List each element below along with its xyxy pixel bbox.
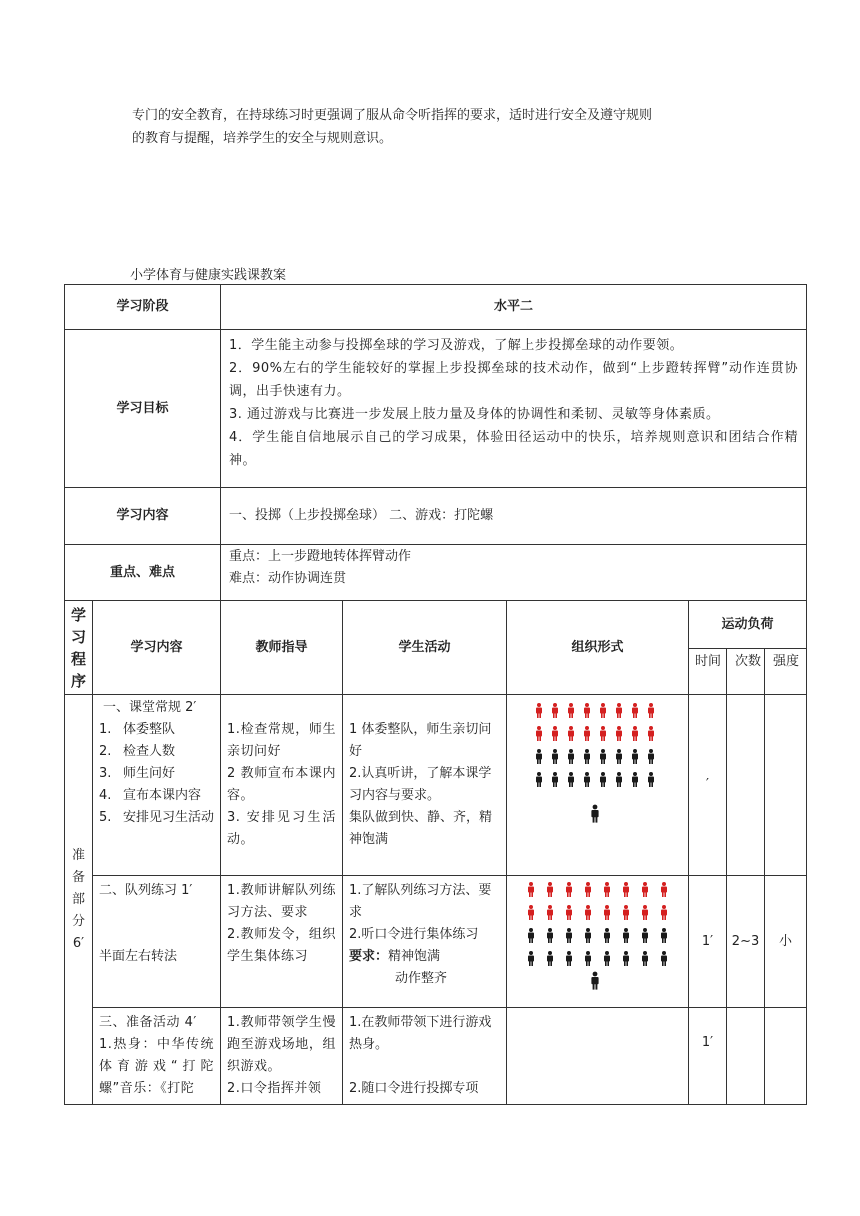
person-figure (547, 928, 553, 943)
table-row (65, 1008, 807, 1105)
formation-diagram-1 (507, 695, 689, 876)
intro-line: 专门的安全教育，在持球练习时更强调了服从命令听指挥的要求，适时进行安全及遵守规则 (132, 108, 653, 123)
row-title: 一、课堂常规 2′ (103, 700, 197, 715)
person-figure (552, 749, 558, 764)
stage-row (65, 285, 807, 330)
person-figure (552, 726, 558, 741)
person-figure (616, 772, 622, 787)
person-figure (600, 749, 606, 764)
student-line: 2.随口令进行投掷专项 (349, 1081, 479, 1096)
person-figure (661, 928, 667, 943)
person-figure (584, 772, 590, 787)
objectives-row (65, 330, 807, 488)
person-figure (632, 772, 638, 787)
count-cell: 2~3 (727, 876, 765, 1008)
person-figure (547, 951, 553, 966)
formation-diagram-2 (507, 876, 689, 1008)
content-value: 一、投掷（上步投掷垒球） 二、游戏：打陀螺 (221, 488, 807, 545)
person-figure (623, 905, 629, 920)
formation-figures (507, 695, 687, 835)
person-figure (623, 882, 629, 897)
person-figure (648, 772, 654, 787)
list-item: 安排见习生活动 (123, 810, 215, 825)
person-figure (566, 928, 572, 943)
person-figure (604, 951, 610, 966)
teacher-line: 2.教师发令，组织学生集体练习 (227, 927, 337, 964)
requirement-line: 动作整齐 (395, 971, 448, 986)
key-row (65, 545, 807, 601)
person-figure (566, 905, 572, 920)
teacher-line: 3. 安排见习生活动。 (227, 810, 337, 847)
person-figure (604, 905, 610, 920)
stage-label: 学习阶段 (65, 285, 221, 330)
row-student (343, 876, 507, 1008)
person-figure (604, 882, 610, 897)
key-point: 重点：上一步蹬地转体挥臂动作 (229, 549, 412, 564)
person-figure (536, 726, 542, 741)
person-figure (591, 805, 598, 823)
row-student (343, 695, 507, 876)
list-item: 宣布本课内容 (123, 788, 202, 803)
person-figure (616, 703, 622, 718)
student-line: 1 体委整队，师生亲切问好 (349, 722, 492, 759)
student-line: 1.了解队列练习方法、要求 (349, 883, 492, 920)
student-line: 集队做到快、静、齐，精神饱满 (349, 810, 493, 847)
person-figure (528, 882, 534, 897)
row-content (93, 695, 221, 876)
teacher-line: 2.口令指挥并领 (227, 1081, 322, 1096)
person-figure (604, 928, 610, 943)
time-header: 时间 (689, 649, 727, 695)
lesson-plan-table (64, 284, 807, 1105)
key-label: 重点、难点 (65, 545, 221, 601)
org-header: 组织形式 (507, 601, 689, 695)
load-header: 运动负荷 (689, 601, 807, 649)
person-figure (642, 905, 648, 920)
time-cell: 1′ (689, 876, 727, 1008)
intensity-cell (765, 695, 807, 876)
person-figure (566, 951, 572, 966)
formation-figures (507, 876, 687, 996)
objectives-cell (221, 330, 807, 488)
objective-item: 3. 通过游戏与比赛进一步发展上肢力量及身体的协调性和柔韧、灵敏等身体素质。 (229, 407, 720, 422)
person-figure (648, 703, 654, 718)
objective-item: 2．90%左右的学生能较好的掌握上步投掷垒球的技术动作，做到“上步蹬转挥臂”动作连贯协调，出手快速有力。 (229, 361, 799, 399)
objective-item: 1．学生能主动参与投掷垒球的学习及游戏，了解上步投掷垒球的动作要领。 (229, 338, 684, 353)
row-title: 三、准备活动 4′ (99, 1015, 197, 1030)
person-figure (600, 772, 606, 787)
stage-value: 水平二 (221, 285, 807, 330)
student-line: 2.听口令进行集体练习 (349, 927, 479, 942)
list-item: 师生问好 (123, 766, 176, 781)
person-figure (536, 703, 542, 718)
person-figure (584, 749, 590, 764)
person-figure (528, 905, 534, 920)
content-row (65, 488, 807, 545)
intro-line: 的教育与提醒，培养学生的安全与规则意识。 (132, 131, 393, 146)
time-cell: ′ (689, 695, 727, 876)
teacher-line: 1.检查常规，师生亲切问好 (227, 722, 337, 759)
person-figure (568, 749, 574, 764)
list-num: 3. (99, 766, 112, 781)
person-figure (528, 951, 534, 966)
person-figure (632, 703, 638, 718)
person-figure (616, 726, 622, 741)
person-figure (600, 726, 606, 741)
count-cell (727, 695, 765, 876)
requirement-line: 精神饱满 (388, 949, 441, 964)
person-figure (642, 882, 648, 897)
list-num: 4. (99, 788, 112, 803)
person-figure (623, 951, 629, 966)
student-header: 学生活动 (343, 601, 507, 695)
person-figure (584, 726, 590, 741)
person-figure (536, 772, 542, 787)
table-caption: 小学体育与健康实践课教案 (130, 268, 287, 283)
person-figure (632, 726, 638, 741)
content-label: 学习内容 (65, 488, 221, 545)
intensity-header: 强度 (765, 649, 807, 695)
person-figure (648, 749, 654, 764)
teacher-header: 教师指导 (221, 601, 343, 695)
person-figure (547, 905, 553, 920)
list-num: 5. (99, 810, 112, 825)
person-figure (585, 882, 591, 897)
person-figure (642, 951, 648, 966)
person-figure (585, 905, 591, 920)
count-cell (727, 1008, 765, 1105)
difficulty: 难点：动作协调连贯 (229, 571, 347, 586)
person-figure (568, 772, 574, 787)
person-figure (566, 882, 572, 897)
row-teacher (221, 1008, 343, 1105)
person-figure (536, 749, 542, 764)
teacher-line: 2 教师宣布本课内容。 (227, 766, 337, 803)
key-cell (221, 545, 807, 601)
person-figure (600, 703, 606, 718)
person-figure (528, 928, 534, 943)
section-label: 准备部分6′ (65, 695, 93, 1105)
person-figure (585, 928, 591, 943)
row-content (93, 876, 221, 1008)
list-num: 1. (99, 722, 112, 737)
procedure-header: 学习程序 (65, 601, 93, 695)
count-header: 次数 (727, 649, 765, 695)
person-figure (547, 882, 553, 897)
row-title: 二、队列练习 1′ (99, 883, 193, 898)
person-figure (648, 726, 654, 741)
list-item: 体委整队 (123, 722, 176, 737)
person-figure (661, 905, 667, 920)
list-num: 2. (99, 744, 112, 759)
person-figure (616, 749, 622, 764)
person-figure (552, 772, 558, 787)
list-item: 检查人数 (123, 744, 176, 759)
table-row (65, 695, 807, 876)
objectives-label: 学习目标 (65, 330, 221, 488)
person-figure (568, 703, 574, 718)
intensity-cell: 小 (765, 876, 807, 1008)
org-cell (507, 1008, 689, 1105)
person-figure (585, 951, 591, 966)
person-figure (591, 972, 598, 990)
row-teacher (221, 876, 343, 1008)
person-figure (584, 703, 590, 718)
person-figure (568, 726, 574, 741)
person-figure (632, 749, 638, 764)
intro-paragraph (132, 104, 752, 150)
person-figure (552, 703, 558, 718)
teacher-line: 1.教师带领学生慢跑至游戏场地，组织游戏。 (227, 1015, 337, 1074)
person-figure (623, 928, 629, 943)
row-extra: 半面左右转法 (99, 949, 178, 964)
student-line: 1.在教师带领下进行游戏热身。 (349, 1015, 492, 1052)
person-figure (642, 928, 648, 943)
person-figure (661, 882, 667, 897)
content-line: 1.热身：中华传统体育游戏“打陀螺”音乐：《打陀 (99, 1037, 215, 1096)
time-cell: 1′ (689, 1008, 727, 1105)
content-header: 学习内容 (93, 601, 221, 695)
person-figure (661, 951, 667, 966)
row-teacher (221, 695, 343, 876)
table-row (65, 876, 807, 1008)
teacher-line: 1.教师讲解队列练习方法、要求 (227, 883, 337, 920)
student-line: 2.认真听讲，了解本课学习内容与要求。 (349, 766, 492, 803)
requirement-label: 要求： (349, 949, 389, 964)
row-content (93, 1008, 221, 1105)
column-header-row (65, 601, 807, 649)
row-student (343, 1008, 507, 1105)
intensity-cell (765, 1008, 807, 1105)
objective-item: 4．学生能自信地展示自己的学习成果，体验田径运动中的快乐，培养规则意识和团结合作精神。 (229, 430, 799, 468)
